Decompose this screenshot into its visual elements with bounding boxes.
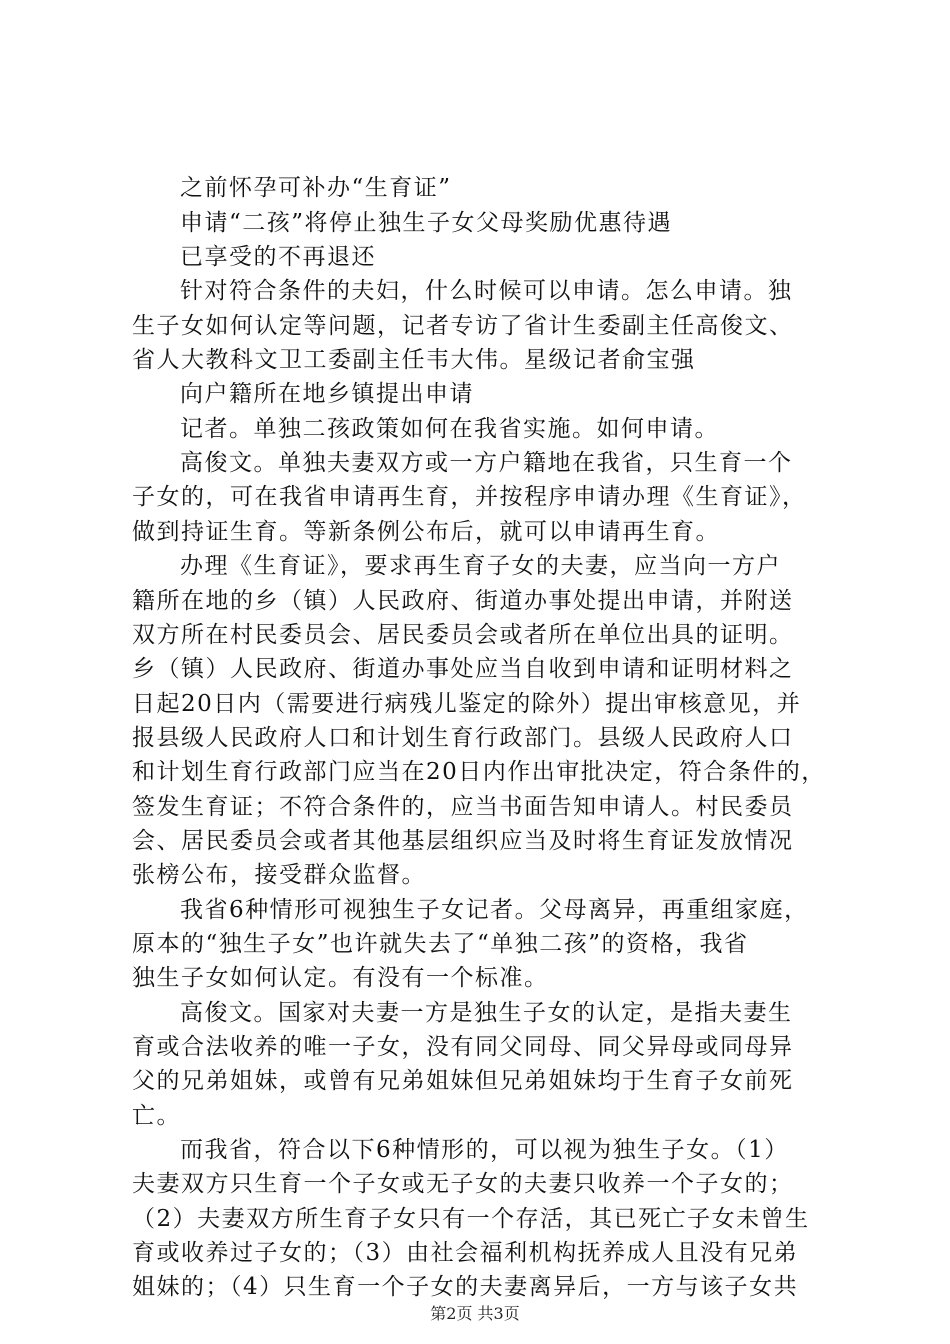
text-line: 之前怀孕可补办“生育证” — [180, 175, 452, 201]
text-line: 原本的“独生子女”也许就失去了“单独二孩”的资格，我省 — [132, 931, 749, 957]
text-line: 张榜公布，接受群众监督。 — [132, 862, 426, 888]
text-line: 双方所在村民委员会、居民委员会或者所在单位出具的证明。 — [132, 622, 794, 648]
text-line: 办理《生育证》，要求再生育子女的夫妻，应当向一方户 — [180, 553, 781, 579]
text-line: 签发生育证；不符合条件的，应当书面告知申请人。村民委员 — [132, 794, 794, 820]
text-line: 日起20日内（需要进行病残儿鉴定的除外）提出审核意见，并 — [132, 691, 802, 717]
text-line: 高俊文。单独夫妻双方或一方户籍地在我省，只生育一个 — [180, 450, 793, 476]
page-footer: 第2页 共3页 — [430, 1304, 520, 1323]
text-line: 做到持证生育。等新条例公布后，就可以申请再生育。 — [132, 519, 720, 545]
text-line: 育或合法收养的唯一子女，没有同父同母、同父异母或同母异 — [132, 1034, 794, 1060]
text-line: 记者。单独二孩政策如何在我省实施。如何申请。 — [180, 416, 719, 442]
text-line: 我省6种情形可视独生子女记者。父母离异，再重组家庭， — [180, 897, 809, 923]
text-line: 高俊文。国家对夫妻一方是独生子女的认定，是指夫妻生 — [180, 1000, 793, 1026]
text-line: 省人大教科文卫工委副主任韦大伟。星级记者俞宝强 — [132, 347, 696, 373]
text-line: 针对符合条件的夫妇，什么时候可以申请。怎么申请。独 — [180, 278, 793, 304]
text-line: 向户籍所在地乡镇提出申请 — [180, 381, 474, 407]
text-line: 子女的，可在我省申请再生育，并按程序申请办理《生育证》， — [132, 484, 807, 510]
text-line: 育或收养过子女的；（3）由社会福利机构抚养成人且没有兄弟 — [132, 1240, 799, 1266]
text-line: 姐妹的；（4）只生育一个子女的夫妻离异后，一方与该子女共 — [132, 1274, 799, 1300]
text-line: （2）夫妻双方所生育子女只有一个存活，其已死亡子女未曾生 — [132, 1206, 810, 1232]
text-line: 独生子女如何认定。有没有一个标准。 — [132, 965, 549, 991]
text-line: 而我省，符合以下6种情形的，可以视为独生子女。（1） — [180, 1137, 789, 1163]
text-line: 乡（镇）人民政府、街道办事处应当自收到申请和证明材料之 — [132, 656, 794, 682]
text-line: 生子女如何认定等问题，记者专访了省计生委副主任高俊文、 — [132, 313, 794, 339]
text-line: 父的兄弟姐妹，或曾有兄弟姐妹但兄弟姐妹均于生育子女前死 — [132, 1068, 794, 1094]
text-line: 夫妻双方只生育一个子女或无子女的夫妻只收养一个子女的； — [132, 1171, 794, 1197]
text-line: 会、居民委员会或者其他基层组织应当及时将生育证发放情况 — [132, 828, 794, 854]
text-line: 和计划生育行政部门应当在20日内作出审批决定，符合条件的， — [132, 759, 826, 785]
text-line: 已享受的不再退还 — [180, 244, 376, 270]
text-line: 申请“二孩”将停止独生子女父母奖励优惠待遇 — [180, 210, 673, 236]
text-line: 报县级人民政府人口和计划生育行政部门。县级人民政府人口 — [132, 725, 794, 751]
text-line: 亡。 — [132, 1103, 181, 1129]
text-line: 籍所在地的乡（镇）人民政府、街道办事处提出申请，并附送 — [132, 588, 794, 614]
